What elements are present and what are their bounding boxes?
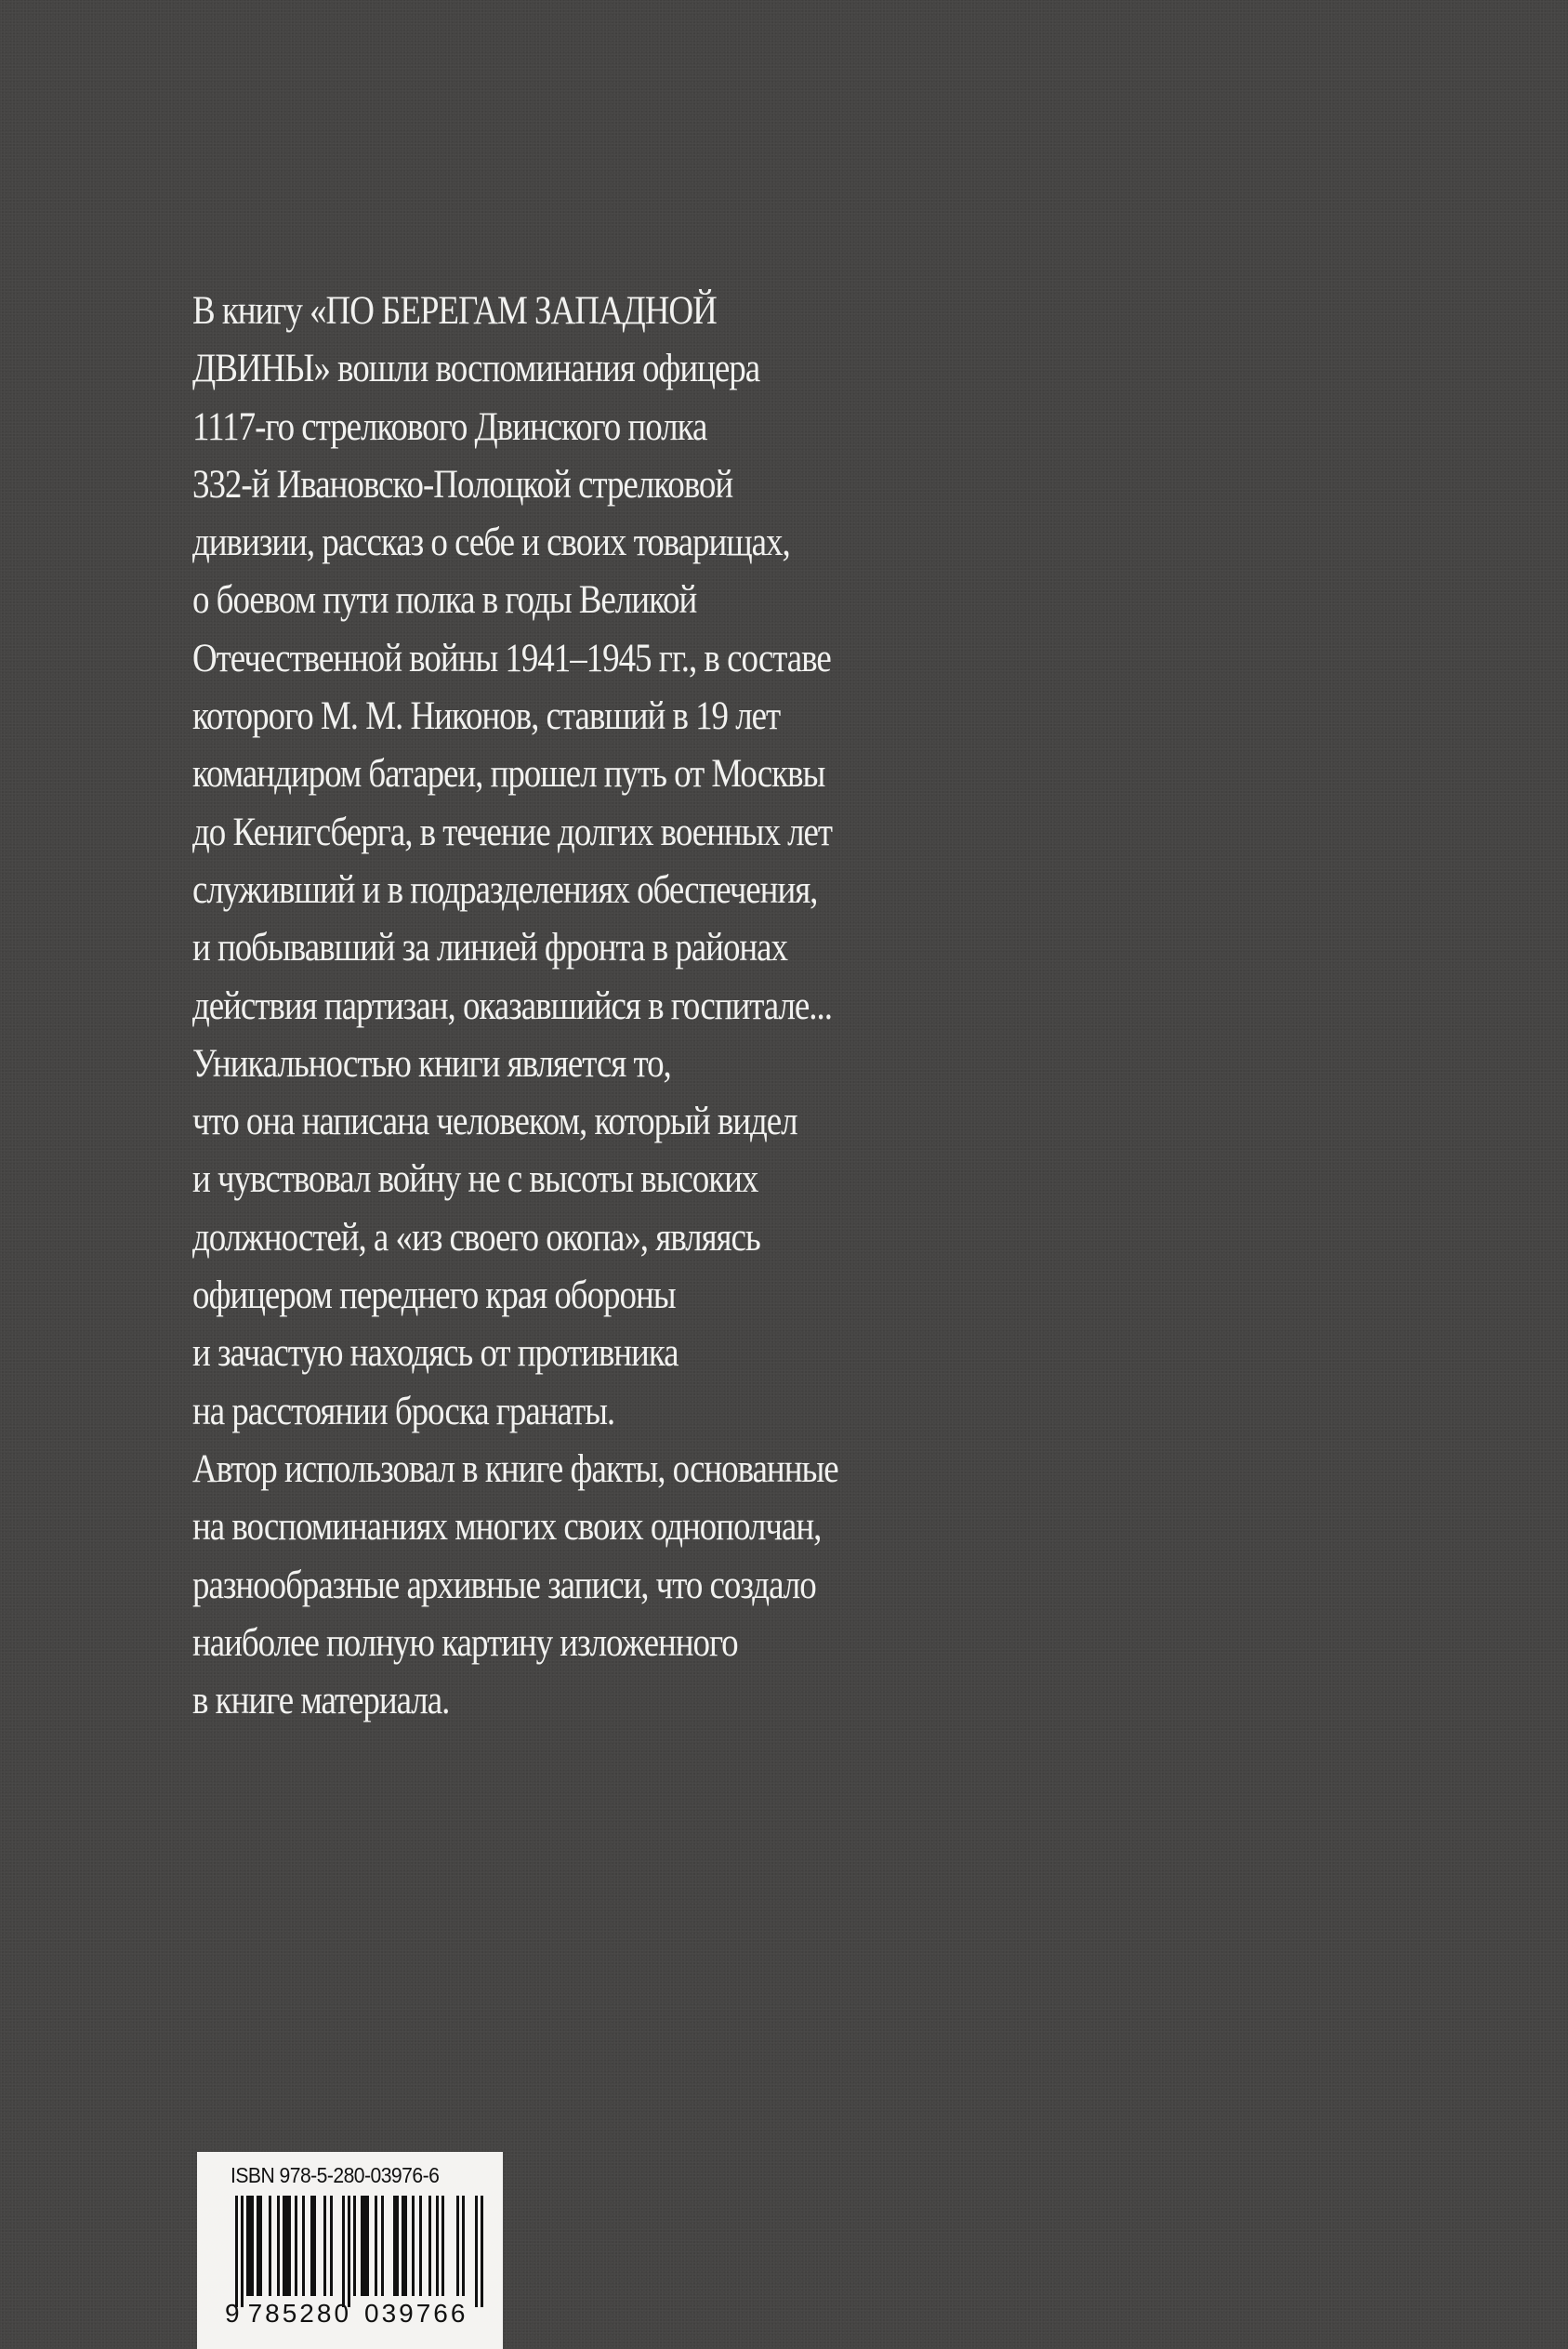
blurb-line: действия партизан, оказавшийся в госпитале... bbox=[192, 983, 832, 1028]
barcode-digit-first: 9 bbox=[225, 2299, 243, 2328]
blurb-line: командиром батареи, прошел путь от Москвы bbox=[192, 752, 825, 797]
blurb-line: В книгу «ПО БЕРЕГАМ ЗАПАДНОЙ bbox=[192, 289, 717, 333]
blurb-line: которого М. М. Никонов, ставший в 19 лет bbox=[192, 694, 781, 739]
blurb-line: на расстоянии броска гранаты. bbox=[192, 1389, 615, 1433]
blurb-line: наиболее полную картину изложенного bbox=[192, 1620, 738, 1665]
blurb-line: в книге материала. bbox=[192, 1679, 450, 1723]
blurb-line: служивший и в подразделениях обеспечения, bbox=[192, 867, 818, 912]
back-cover-blurb bbox=[192, 283, 992, 1730]
blurb-line: и зачастую находясь от противника bbox=[192, 1331, 679, 1376]
isbn-label: ISBN 978-5-280-03976-6 bbox=[231, 2163, 440, 2187]
barcode-digit-group-2: 039766 bbox=[364, 2299, 468, 2328]
blurb-line: 332-й Ивановско-Полоцкой стрелковой bbox=[192, 462, 733, 507]
blurb-line: дивизии, рассказ о себе и своих товарищах, bbox=[192, 521, 790, 565]
barcode-bars-icon bbox=[235, 2196, 486, 2307]
blurb-line: что она написана человеком, который видел bbox=[192, 1100, 797, 1144]
blurb-line: Уникальностью книги является то, bbox=[192, 1041, 671, 1086]
blurb-line: до Кенигсберга, в течение долгих военных лет bbox=[192, 810, 833, 854]
barcode-digits bbox=[225, 2299, 468, 2329]
blurb-line: и побывавший за линией фронта в районах bbox=[192, 926, 788, 970]
blurb-line: Автор использовал в книге факты, основанные bbox=[192, 1446, 838, 1491]
blurb-line: должностей, а «из своего окопа», являясь bbox=[192, 1215, 760, 1260]
blurb-line: 1117-го стрелкового Двинского полка bbox=[192, 404, 707, 449]
blurb-line: и чувствовал войну не с высоты высоких bbox=[192, 1157, 758, 1202]
blurb-line: ДВИНЫ» вошли воспоминания офицера bbox=[192, 347, 760, 391]
blurb-line: о боевом пути полка в годы Великой bbox=[192, 578, 697, 623]
blurb-line: на воспоминаниях многих своих однополчан, bbox=[192, 1505, 822, 1550]
blurb-line: офицером переднего края обороны bbox=[192, 1273, 676, 1318]
blurb-line: Отечественной войны 1941–1945 гг., в составе bbox=[192, 636, 831, 680]
blurb-line: разнообразные архивные записи, что создало bbox=[192, 1563, 816, 1607]
barcode-digit-group-1: 785280 bbox=[247, 2299, 352, 2328]
isbn-barcode bbox=[197, 2152, 503, 2349]
